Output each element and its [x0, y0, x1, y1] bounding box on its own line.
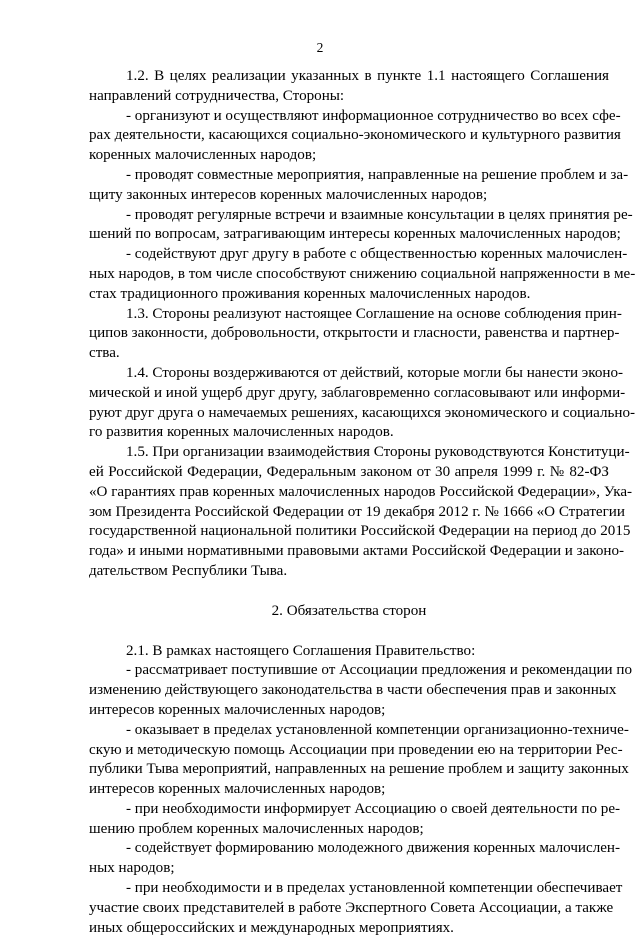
text-line: рах деятельности, касающихся социально-экономического и культурного развития — [89, 127, 621, 144]
text-line: - проводят регулярные встречи и взаимные консультации в целях принятия ре- — [126, 206, 633, 223]
text-line: го развития коренных малочисленных народов. — [89, 424, 394, 441]
text-line: ства. — [89, 345, 120, 362]
text-line: года» и иными нормативными правовыми актами Российской Федерации и законо- — [89, 543, 625, 560]
text-line: 1.3. Стороны реализуют настоящее Соглашение на основе соблюдения прин- — [126, 305, 622, 322]
text-line: зом Президента Российской Федерации от 19 декабря 2012 г. № 1666 «О Стратегии — [89, 503, 625, 520]
text-line: интересов коренных малочисленных народов; — [89, 701, 386, 718]
text-line: 2.1. В рамках настоящего Соглашения Правительство: — [126, 642, 476, 659]
text-line: руют друг друга о намечаемых решениях, касающихся экономического и социально- — [89, 404, 636, 421]
text-line: ных народов, в том числе способствуют снижению социальной напряженности в ме- — [89, 265, 636, 282]
text-line: - при необходимости информирует Ассоциацию о своей деятельности по ре- — [126, 800, 621, 817]
text-line: мической и иной ущерб друг другу, заблаговременно согласовывают или информи- — [89, 384, 626, 401]
text-line: интересов коренных малочисленных народов; — [89, 781, 386, 798]
text-line: ных народов; — [89, 860, 175, 877]
text-line: - содействуют друг другу в работе с общественностью коренных малочислен- — [126, 246, 628, 263]
text-line: 1.4. Стороны воздерживаются от действий, которые могли бы нанести эконо- — [126, 364, 624, 381]
section-gap — [89, 582, 609, 602]
text-line: государственной национальной политики Российской Федерации на период до 2015 — [89, 523, 631, 540]
text-line: - рассматривает поступившие от Ассоциации предложения и рекомендации по — [126, 662, 633, 679]
text-line: шению проблем коренных малочисленных народов; — [89, 820, 424, 837]
text-line: направлений сотрудничества, Стороны: — [89, 87, 345, 104]
text-line: публики Тыва мероприятий, направленных на решение проблем и защиту законных — [89, 761, 629, 778]
text-line: - проводят совместные мероприятия, направленные на решение проблем и за- — [126, 166, 629, 183]
text-line: скую и методическую помощь Ассоциации при проведении ею на территории Рес- — [89, 741, 623, 758]
section-1-paragraphs — [89, 67, 636, 582]
text-line: дательством Республики Тыва. — [89, 562, 288, 579]
text-line: ципов законности, добровольности, открытости и гласности, равенства и партнер- — [89, 325, 620, 342]
text-line: участие своих представителей в работе Экспертного Совета Ассоциации, а также — [89, 899, 614, 916]
section-2-heading: 2. Обязательства сторон — [271, 602, 427, 619]
text-line: ей Российской Федерации, Федеральным законом от 30 апреля 1999 г. № 82-ФЗ — [89, 463, 609, 480]
section-gap — [89, 622, 609, 642]
text-line: - оказывает в пределах установленной компетенции организационно-техниче- — [126, 721, 629, 738]
text-line: шений по вопросам, затрагивающим интересы коренных малочисленных народов; — [89, 226, 621, 243]
text-line: иных общероссийских и международных мероприятиях. — [89, 919, 454, 936]
text-line: щиту законных интересов коренных малочисленных народов; — [89, 186, 488, 203]
text-line: 1.2. В целях реализации указанных в пункте 1.1 настоящего Соглашения — [126, 68, 609, 84]
text-line: коренных малочисленных народов; — [89, 147, 317, 164]
text-line: стах традиционного проживания коренных малочисленных народов. — [89, 285, 531, 302]
text-line: - организуют и осуществляют информационное сотрудничество во всех сфе- — [126, 107, 621, 124]
text-line: - содействует формированию молодежного движения коренных малочислен- — [126, 840, 621, 857]
text-line: «О гарантиях прав коренных малочисленных народов Российской Федерации», Ука- — [89, 483, 633, 500]
text-line: - при необходимости и в пределах установленной компетенции обеспечивает — [126, 880, 623, 897]
page-number: 2 — [316, 40, 324, 55]
section-2-paragraphs — [89, 642, 633, 938]
text-line: 1.5. При организации взаимодействия Стороны руководствуются Конституци- — [126, 444, 630, 461]
document-body — [89, 67, 636, 938]
text-line: изменению действующего законодательства в части обеспечения прав и законных — [89, 682, 617, 699]
